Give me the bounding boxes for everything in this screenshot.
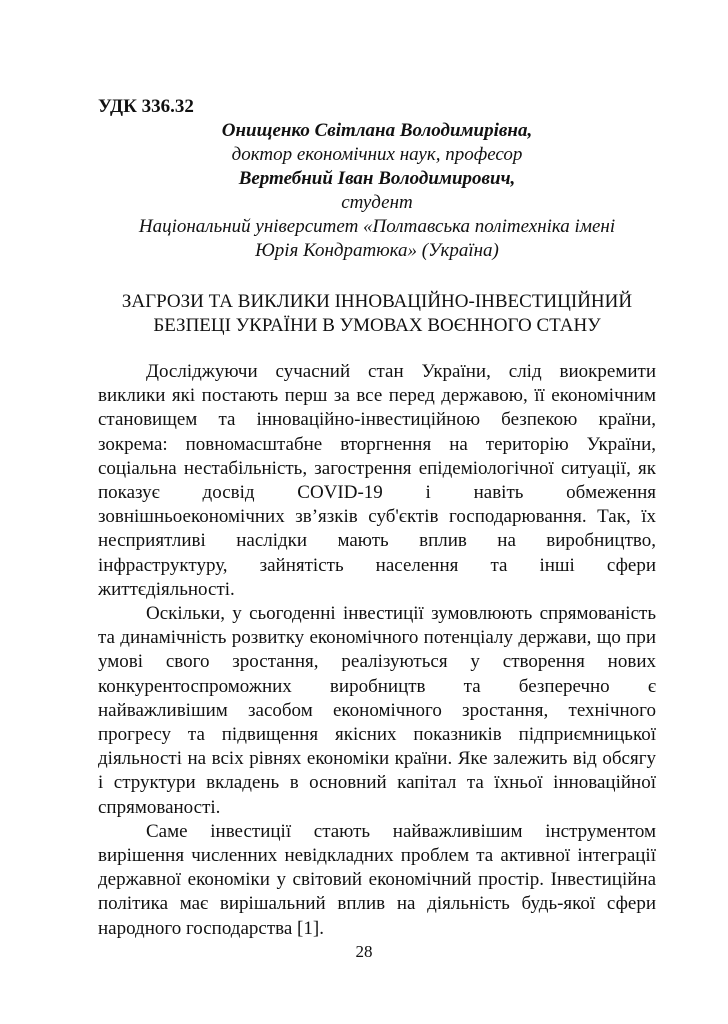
affiliation-line-2: Юрія Кондратюка» (Україна) xyxy=(255,240,499,261)
authors-block xyxy=(98,119,656,263)
paragraph-2: Оскільки, у сьогоденні інвестиції зумовлюють спрямованість та динамічність розвитку економічного потенціалу держави, що при умові свого зростання, реалізуються у створення нових конкурентоспроможних виробництв та безперечно є найважливішим засобом економічного зростання, технічного прогресу та підвищення якісних показників підприємницької діяльності на всіх рівнях економіки країни. Яке залежить від обсягу і структури вкладень в основний капітал та їхньої інноваційної спрямованості. xyxy=(98,603,656,818)
page-number: 28 xyxy=(355,942,373,961)
paragraph-3: Саме інвестиції стають найважливішим інструментом вирішення численних невідкладних проблем та активної інтеграції державної економіки у світовий економічний простір. Інвестиційна політика має вирішальний вплив на діяльність будь-якої сфери народного господарства [1]. xyxy=(98,820,656,939)
title-line-2: БЕЗПЕЦІ УКРАЇНИ В УМОВАХ ВОЄННОГО СТАНУ xyxy=(153,315,601,336)
title-line-1: ЗАГРОЗИ ТА ВИКЛИКИ ІННОВАЦІЙНО-ІНВЕСТИЦІЙНИЙ xyxy=(121,291,633,312)
article-title xyxy=(98,290,656,338)
affiliation-line-1: Національний університет «Полтавська політехніка імені xyxy=(138,216,616,237)
author-position-1: доктор економічних наук, професор xyxy=(231,144,523,165)
author-name-1: Онищенко Світлана Володимирівна, xyxy=(221,120,533,141)
udc-code: УДК 336.32 xyxy=(98,96,194,117)
article-body xyxy=(98,360,656,941)
author-name-2: Вертебний Іван Володимирович, xyxy=(238,168,516,189)
author-position-2: студент xyxy=(341,192,413,213)
document-page xyxy=(98,95,656,941)
paragraph-1: Досліджуючи сучасний стан України, слід виокремити виклики які постають перш за все перед державою, її економічним становищем та інноваційно-інвестиційною безпекою країни, зокрема: повномасштабне вторгнення на територію України, соціальна нестабільність, загострення епідеміологічної ситуації, як показує досвід COVID-19 і навіть обмеження зовнішньоекономічних зв’язків суб'єктів господарювання. Так, їх несприятливі наслідки мають вплив на виробництво, інфраструктуру, зайнятість населення та інші сфери життєдіяльності. xyxy=(98,361,656,600)
